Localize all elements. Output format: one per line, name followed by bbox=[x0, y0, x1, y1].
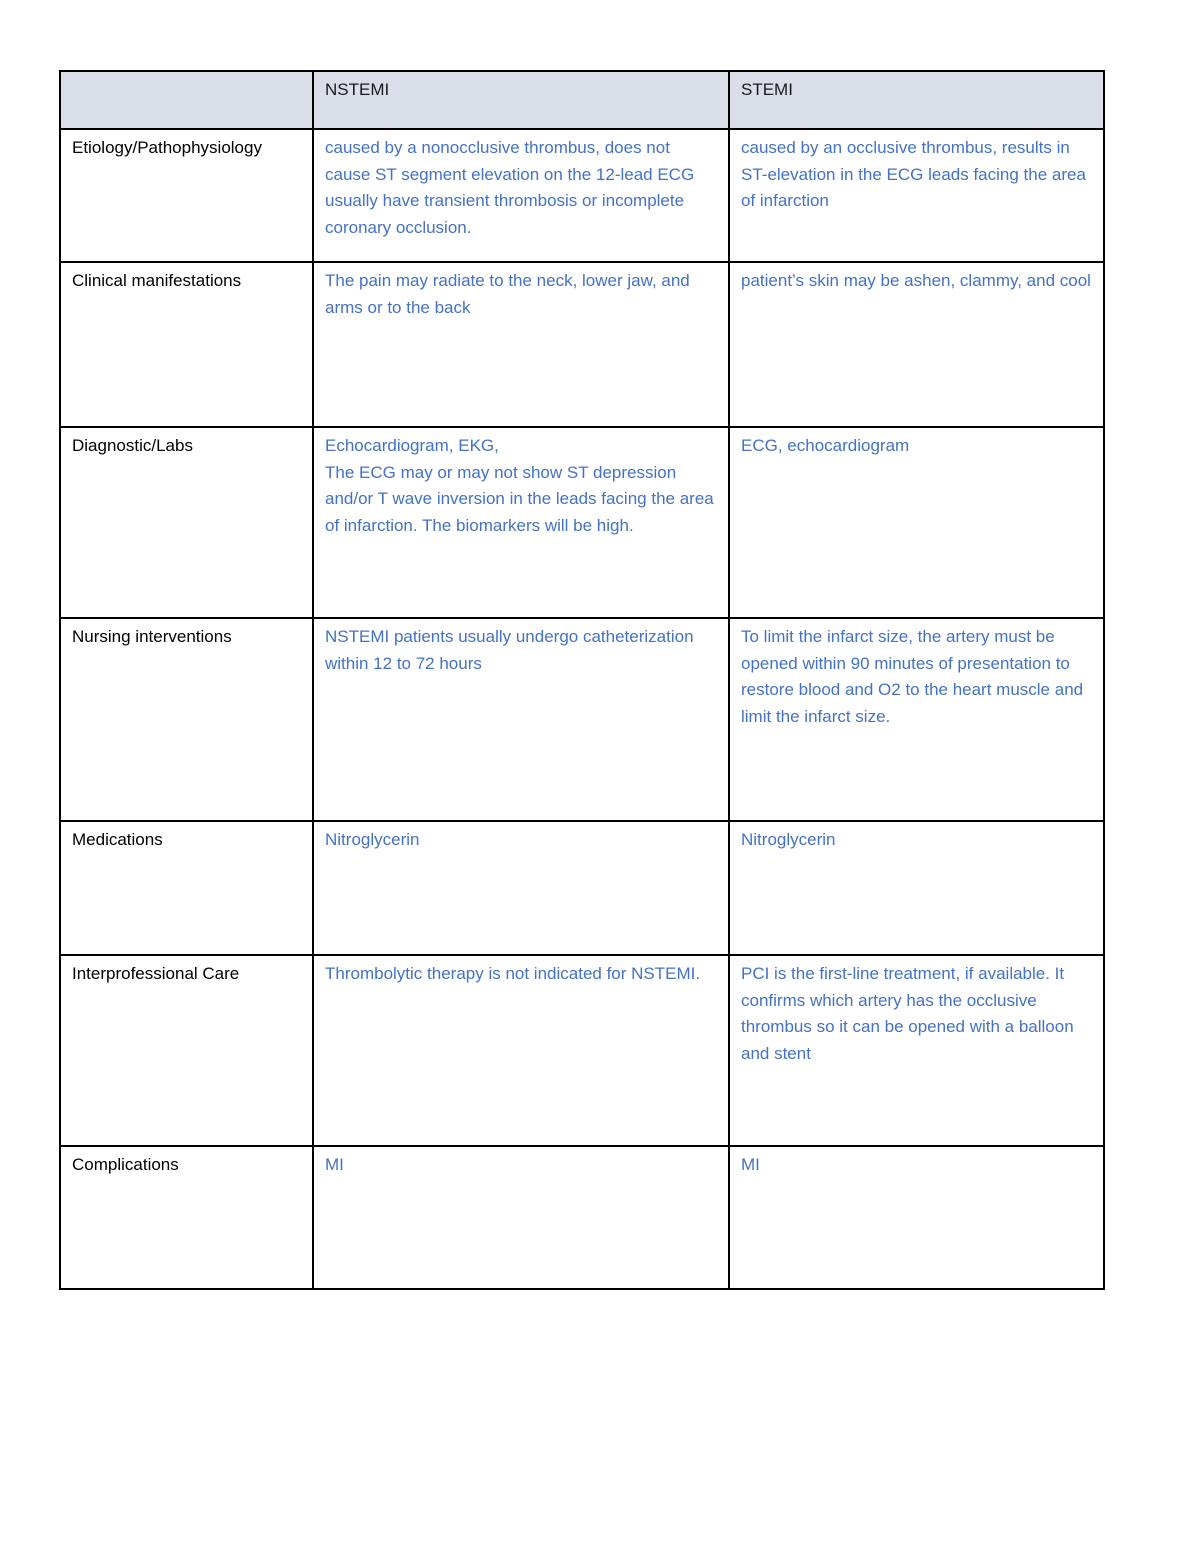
stemi-cell bbox=[729, 129, 1104, 262]
table-row bbox=[60, 618, 1104, 821]
cell-text: ECG, echocardiogram bbox=[741, 436, 910, 455]
header-cell-stemi: STEMI bbox=[729, 71, 1104, 129]
cell-text: The ECG may or may not show ST depression and/or T wave inversion in the leads facing the area of infarction. The biomarkers will be high. bbox=[325, 462, 714, 535]
row-label: Nursing interventions bbox=[60, 618, 313, 821]
nstemi-cell bbox=[313, 129, 729, 262]
nstemi-cell bbox=[313, 821, 729, 955]
stemi-cell bbox=[729, 955, 1104, 1146]
cell-text: Nitroglycerin bbox=[741, 830, 836, 849]
stemi-cell bbox=[729, 821, 1104, 955]
cell-text: caused by a nonocclusive thrombus, does not cause ST segment elevation on the 12-lead ECG bbox=[325, 138, 695, 184]
header-cell-blank bbox=[60, 71, 313, 129]
stemi-cell bbox=[729, 262, 1104, 427]
header-cell-nstemi: NSTEMI bbox=[313, 71, 729, 129]
table-row bbox=[60, 427, 1104, 618]
stemi-cell bbox=[729, 427, 1104, 618]
table-row bbox=[60, 1146, 1104, 1289]
row-label: Etiology/Pathophysiology bbox=[60, 129, 313, 262]
cell-text: Echocardiogram, EKG, bbox=[325, 436, 499, 455]
stemi-cell bbox=[729, 618, 1104, 821]
table-row bbox=[60, 821, 1104, 955]
nstemi-cell bbox=[313, 262, 729, 427]
cell-text: NSTEMI patients usually undergo catheterization within 12 to 72 hours bbox=[325, 627, 694, 673]
cell-text: To limit the infarct size, the artery must be opened within 90 minutes of presentation to restore blood and O2 to the heart muscle and limit the infarct size. bbox=[741, 627, 1084, 726]
stemi-cell bbox=[729, 1146, 1104, 1289]
cell-text: MI bbox=[741, 1155, 760, 1174]
row-label: Complications bbox=[60, 1146, 313, 1289]
table-row bbox=[60, 262, 1104, 427]
nstemi-cell bbox=[313, 427, 729, 618]
cell-text: MI bbox=[325, 1155, 344, 1174]
cell-text: caused by an occlusive thrombus, results in ST-elevation in the ECG leads facing the area of infarction bbox=[741, 138, 1086, 210]
row-label: Interprofessional Care bbox=[60, 955, 313, 1146]
nstemi-cell bbox=[313, 1146, 729, 1289]
nstemi-stemi-comparison-table bbox=[59, 70, 1105, 1290]
cell-text: Thrombolytic therapy is not indicated for NSTEMI. bbox=[325, 964, 701, 983]
cell-text: PCI is the first-line treatment, if available. It confirms which artery has the occlusive thrombus so it can be opened with a balloon and stent bbox=[741, 964, 1074, 1063]
row-label: Medications bbox=[60, 821, 313, 955]
table-row bbox=[60, 955, 1104, 1146]
cell-text: usually have transient thrombosis or incomplete coronary occlusion. bbox=[325, 191, 685, 237]
table-row bbox=[60, 129, 1104, 262]
cell-text: The pain may radiate to the neck, lower jaw, and arms or to the back bbox=[325, 271, 690, 317]
cell-text: patient’s skin may be ashen, clammy, and cool bbox=[741, 271, 1091, 290]
table-header-row bbox=[60, 71, 1104, 129]
row-label: Diagnostic/Labs bbox=[60, 427, 313, 618]
nstemi-cell bbox=[313, 618, 729, 821]
nstemi-cell bbox=[313, 955, 729, 1146]
cell-text: Nitroglycerin bbox=[325, 830, 420, 849]
row-label: Clinical manifestations bbox=[60, 262, 313, 427]
